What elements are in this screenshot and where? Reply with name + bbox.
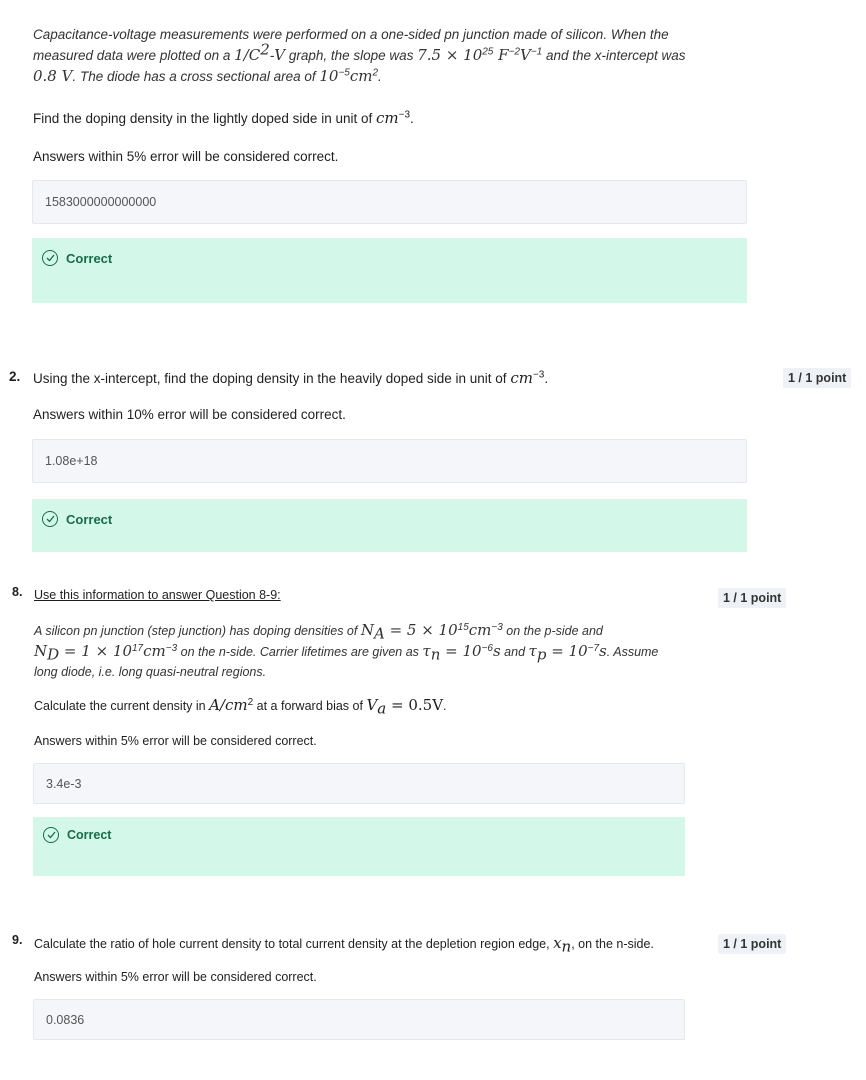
q8-info-line3: long diode, i.e. long quasi-neutral regions. [34,665,267,679]
q1-correct-feedback [32,238,747,303]
q1-intro-line2: measured data were plotted on a $1/C^2-V$ graph, the slope was $7.5 \times 10^{25}$ $F^{-2}V^{-1}$ and the x-intercept was [33,40,686,64]
q1-tolerance: Answers within 5% error will be considered correct. [33,149,339,164]
q8-number: 8. [12,585,23,599]
q8-info-line2: $N_D = 1 \times 10^{17}cm^{-3}$ on the n-side. Carrier lifetimes are given as $\tau_n = 10^{-6}s$ and $\tau_p = 10^{-7}s$. Assume [34,642,659,664]
q1-intro-line1: Capacitance-voltage measurements were performed on a one-sided pn junction made of silicon. When the [33,27,669,42]
q8-points-badge: 1 / 1 point [718,588,786,608]
q9-answer-input[interactable]: 0.0836 [33,999,685,1040]
q1-intro-line3: 0.8 V. The diode has a cross sectional area of $10^{-5}cm^2$. [33,67,382,85]
q9-question: Calculate the ratio of hole current density to total current density at the depletion region edge, $x_n$, on the n-side. [34,934,654,956]
check-circle-icon [42,511,58,527]
q1-result-label: Correct [66,250,113,266]
q2-question: Using the x-intercept, find the doping density in the heavily doped side in unit of $cm^{-3}$. [33,369,549,387]
q2-number: 2. [9,369,21,384]
q1-question: Find the doping density in the lightly doped side in unit of $cm^{-3}$. [33,109,414,127]
q2-correct-feedback [32,499,747,552]
q8-tolerance: Answers within 5% error will be considered correct. [34,734,317,748]
q8-correct-feedback [33,817,685,876]
q2-answer-input[interactable]: 1.08e+18 [32,439,747,483]
q8-info-link[interactable]: Use this information to answer Question 8-9: [34,588,281,602]
check-circle-icon [42,250,58,266]
q1-intro [33,25,763,87]
q9-number: 9. [12,933,23,947]
q2-tolerance: Answers within 10% error will be considered correct. [33,407,346,422]
q8-question: Calculate the current density in $A/cm^2$ at a forward bias of $V_a = 0.5V$. [34,696,447,718]
q9-tolerance: Answers within 5% error will be considered correct. [34,970,317,984]
q2-points-badge: 1 / 1 point [783,368,851,388]
q1-answer-input[interactable]: 1583000000000000 [32,180,747,224]
q9-points-badge: 1 / 1 point [718,934,786,954]
q8-answer-input[interactable]: 3.4e-3 [33,763,685,804]
q8-info-line1: A silicon pn junction (step junction) has doping densities of $N_A = 5 \times 10^{15}cm^{-3}$ on the p-side and [34,621,603,643]
check-circle-icon [43,827,59,843]
q8-info [34,620,694,682]
q2-result-label: Correct [66,511,113,527]
q8-result-label: Correct [67,828,112,842]
